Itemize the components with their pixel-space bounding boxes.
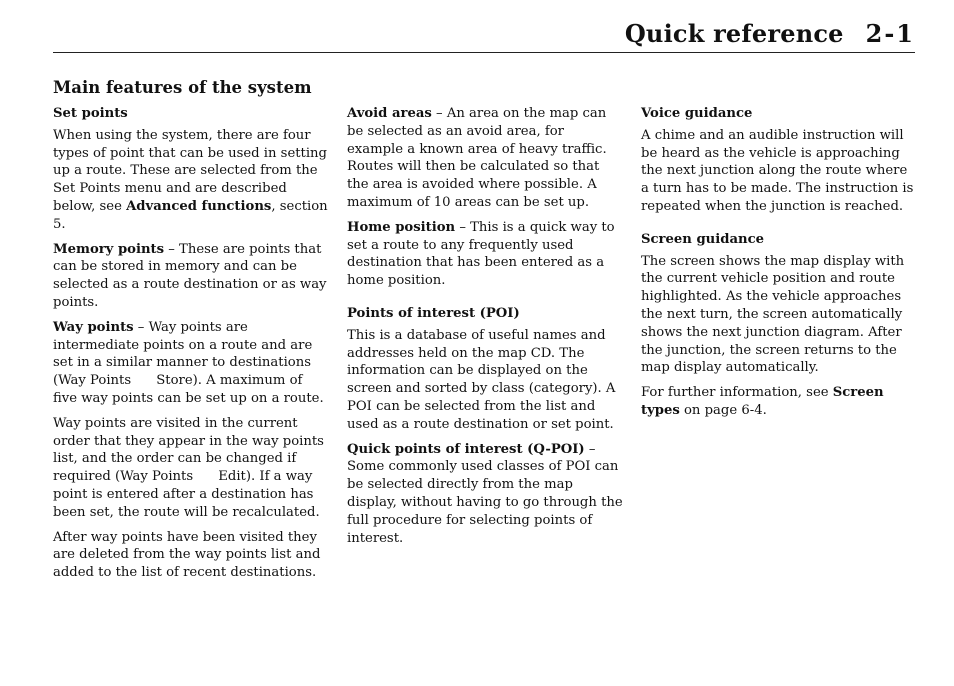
voice-guidance-paragraph: A chime and an audible instruction will be heard as the vehicle is approaching the next junction along the route where a turn has to be made. The instruction is repeated when the junction is reached.: [641, 127, 914, 214]
set-points-text-end: , section 5.: [53, 198, 328, 232]
memory-points-paragraph: [53, 241, 329, 312]
qpoi-paragraph: [347, 441, 623, 548]
column-3: [641, 105, 917, 427]
after-way-points-paragraph: After way points have been visited they are deleted from the way points list and added to the list of recent destinations.: [53, 529, 321, 581]
advanced-functions-reference: Advanced functions: [126, 198, 272, 214]
avoid-areas-label: Avoid areas: [347, 106, 432, 121]
avoid-areas-text: – An area on the map can be selected as an avoid area, for example a known area of heavy traffic. Routes will then be calculated so that the area is avoided where possible. A maximum of 10 areas can be set up.: [347, 106, 607, 210]
qpoi-text: – Some commonly used classes of POI can be selected directly from the map display, without having to go through the full procedure for selecting points of interest.: [347, 441, 623, 546]
poi-heading: Points of interest (POI): [347, 305, 520, 321]
set-points-paragraph: [53, 127, 329, 234]
chapter-title: Quick reference: [624, 19, 844, 48]
memory-points-label: Memory points: [53, 241, 165, 257]
section-title: Main features of the system: [53, 78, 312, 97]
page-number: 2-1: [865, 19, 915, 48]
screen-guidance-paragraph: The screen shows the map display with the current vehicle position and route highlighted. As the vehicle approaches the next turn, the screen automatically shows the next junction diagram. After the junction, the screen returns to the map display automatically.: [641, 253, 905, 376]
home-position-label: Home position: [347, 219, 456, 235]
column-1: [53, 105, 329, 589]
further-info-text: For further information, see: [641, 385, 833, 401]
poi-paragraph: This is a database of useful names and addresses held on the map CD. The information can be displayed on the screen and sorted by class (category). A POI can be selected from the list and used as a route destination or set point.: [347, 327, 616, 432]
header-title: [625, 19, 915, 48]
further-info-paragraph: [641, 384, 917, 420]
way-points-label: Way points: [53, 319, 134, 335]
way-points-order-paragraph: Way points are visited in the current order that they appear in the way points list, and the order can be changed if required (Way Points Edit). If a way point is entered after a destination has been set, the route will be recalculated.: [53, 415, 329, 520]
qpoi-label: Quick points of interest (Q-POI): [347, 441, 585, 457]
home-position-paragraph: [347, 219, 623, 290]
way-points-text: – Way points are intermediate points on a route and are set in a similar manner to destinations (Way Points Store). A maximum of five way points can be set up on a route.: [53, 319, 324, 406]
way-points-paragraph: [53, 319, 329, 408]
column-2: [347, 105, 623, 554]
set-points-heading: Set points: [53, 106, 128, 121]
avoid-areas-paragraph: [347, 105, 623, 212]
voice-guidance-heading: Voice guidance: [641, 106, 753, 121]
memory-points-text: – These are points that can be stored in memory and can be selected as a route destination or as way points.: [53, 241, 327, 310]
screen-types-reference: Screen types: [641, 385, 884, 418]
screen-guidance-heading: Screen guidance: [641, 231, 765, 247]
page-header: [53, 12, 915, 53]
set-points-text: When using the system, there are four types of point that can be used in setting up a route. These are selected from the Set Points menu and are described below, see: [53, 127, 327, 214]
further-info-text-end: on page 6-4.: [679, 402, 767, 418]
home-position-text: – This is a quick way to set a route to any frequently used destination that has been entered as a home position.: [347, 219, 615, 289]
